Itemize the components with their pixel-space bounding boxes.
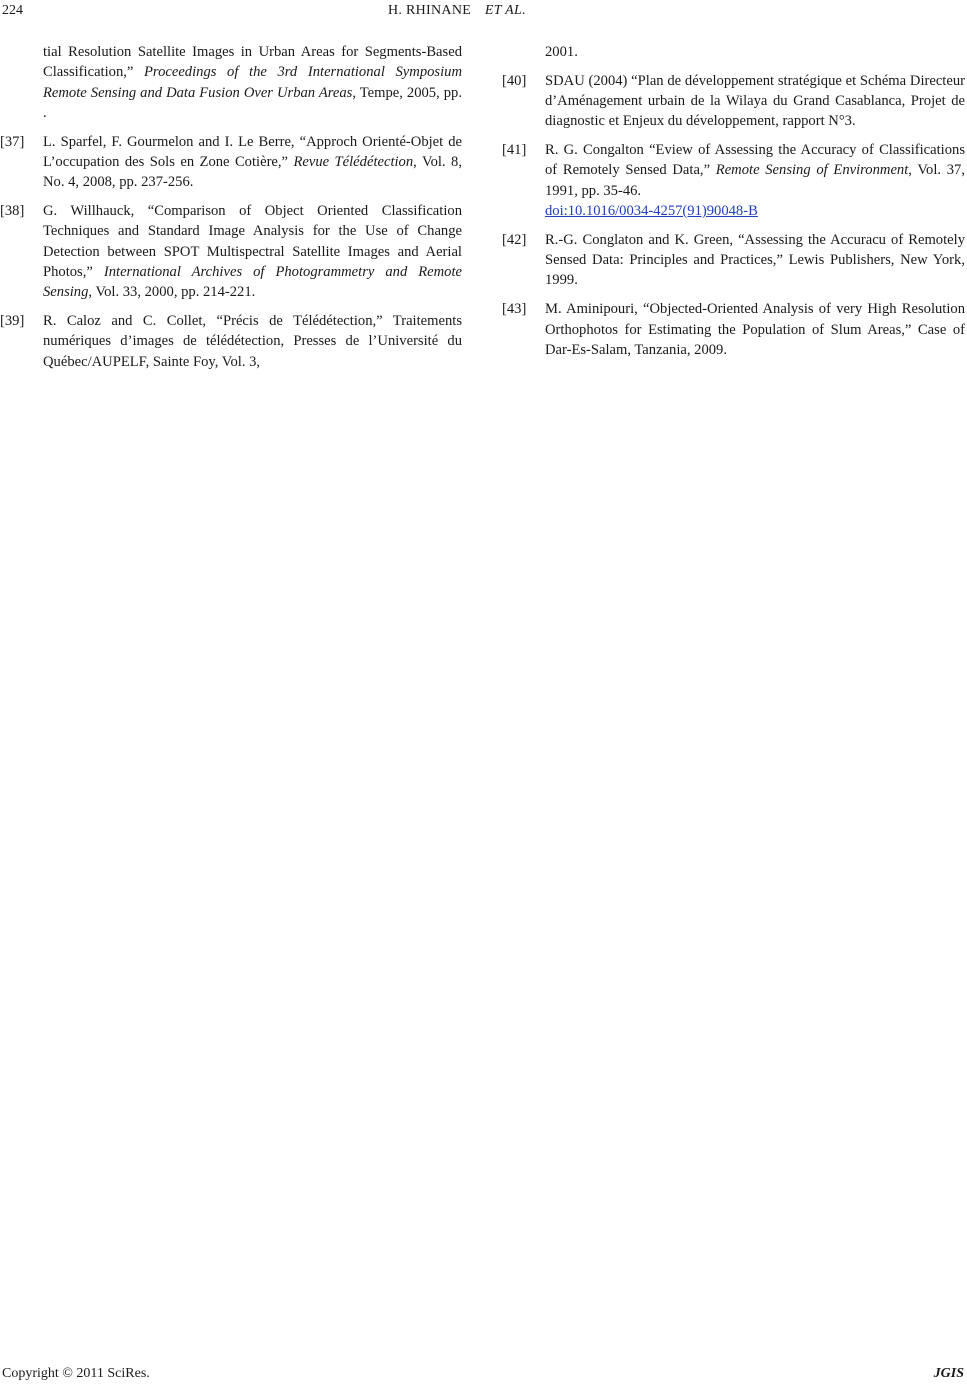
right-column — [502, 42, 965, 369]
reference-continuation-venue: Proceedings of the 3rd International Symposium Remote Sensing and Data Fusion Over Urban Areas — [43, 64, 462, 101]
reference-body — [545, 299, 965, 360]
reference-number: [43] — [502, 301, 527, 318]
reference-details: , Vol. 37, 1991, pp. 35-46. — [545, 162, 965, 199]
footer-journal: JGIS — [933, 1366, 964, 1381]
reference-venue: International Archives of Photogrammetry and Remote Sensing — [43, 263, 462, 301]
reference-body — [43, 201, 462, 302]
reference-details: , Vol. 33, 2000, pp. 214-221. — [88, 284, 256, 301]
doi-link[interactable]: doi:10.1016/0034-4257(91)90048-B — [545, 203, 758, 220]
reference-text: L. Sparfel, F. Gourmelon and I. Le Berre, “Approch Orienté-Objet de L’occupation des Sols en Zone Cotière,” — [43, 133, 462, 170]
reference-continuation — [0, 42, 462, 123]
reference-body — [545, 230, 965, 291]
reference-body — [43, 132, 462, 193]
page-number: 224 — [2, 3, 23, 18]
reference-text: R. Caloz and C. Collet, “Précis de Télédétection,” Traitements numériques d’images de télédétection, Presses de l’Université du Québec/AUPELF, Sainte Foy, Vol. 3, — [43, 313, 462, 370]
running-head-author: H. RHINANE — [388, 3, 472, 18]
reference-number: [38] — [0, 203, 25, 220]
reference-body — [545, 71, 965, 132]
reference-41 — [502, 140, 965, 221]
reference-continuation-right: 2001. — [545, 44, 578, 60]
footer-copyright: Copyright © 2011 SciRes. — [2, 1366, 150, 1381]
reference-text: G. Willhauck, “Comparison of Object Oriented Classification Techniques and Standard Image Analysis for the Use of Change Detection between SPOT Multispectral Satellite Images and Aerial Photos,” — [43, 203, 462, 280]
reference-number: [40] — [502, 72, 527, 89]
reference-text: M. Aminipouri, “Objected-Oriented Analysis of very High Resolution Orthophotos for Estimating the Population of Slum Areas,” Case of Dar-Es-Salam, Tanzania, 2009. — [545, 301, 965, 358]
reference-details: , Vol. 8, No. 4, 2008, pp. 237-256. — [43, 153, 462, 191]
running-head-etal: ET AL. — [484, 3, 526, 18]
reference-text: SDAU (2004) “Plan de développement stratégique et Schéma Directeur d’Aménagement urbain de la Wilaya du Grand Casablanca, Projet de diagnostic et Enjeux du développement, rapport N°3. — [545, 72, 965, 130]
reference-40 — [502, 71, 965, 132]
reference-37 — [0, 132, 462, 193]
reference-number: [39] — [0, 313, 25, 330]
reference-number: [42] — [502, 231, 527, 248]
reference-venue: Revue Télédétection — [293, 153, 414, 170]
reference-42 — [502, 230, 965, 291]
reference-number: [37] — [0, 133, 25, 150]
reference-38 — [0, 201, 462, 302]
reference-continuation-text: tial Resolution Satellite Images in Urban Areas for Segments-Based Classification,” — [43, 44, 462, 81]
reference-text: R.-G. Conglaton and K. Green, “Assessing the Accuracu of Remotely Sensed Data: Principles and Practices,” Lewis Publishers, New York, 1999. — [545, 231, 965, 289]
running-head — [388, 3, 526, 19]
reference-continuation-details: , Tempe, 2005, pp. . — [43, 84, 462, 121]
reference-body — [43, 311, 462, 372]
left-column — [0, 42, 462, 380]
reference-39 — [0, 311, 462, 372]
reference-text: R. G. Congalton “Eview of Assessing the Accuracy of Classifications of Remotely Sensed Data,” — [545, 142, 965, 179]
reference-body — [545, 140, 965, 221]
reference-venue: Remote Sensing of Environment — [715, 162, 909, 179]
reference-number: [41] — [502, 142, 527, 159]
reference-43 — [502, 299, 965, 360]
